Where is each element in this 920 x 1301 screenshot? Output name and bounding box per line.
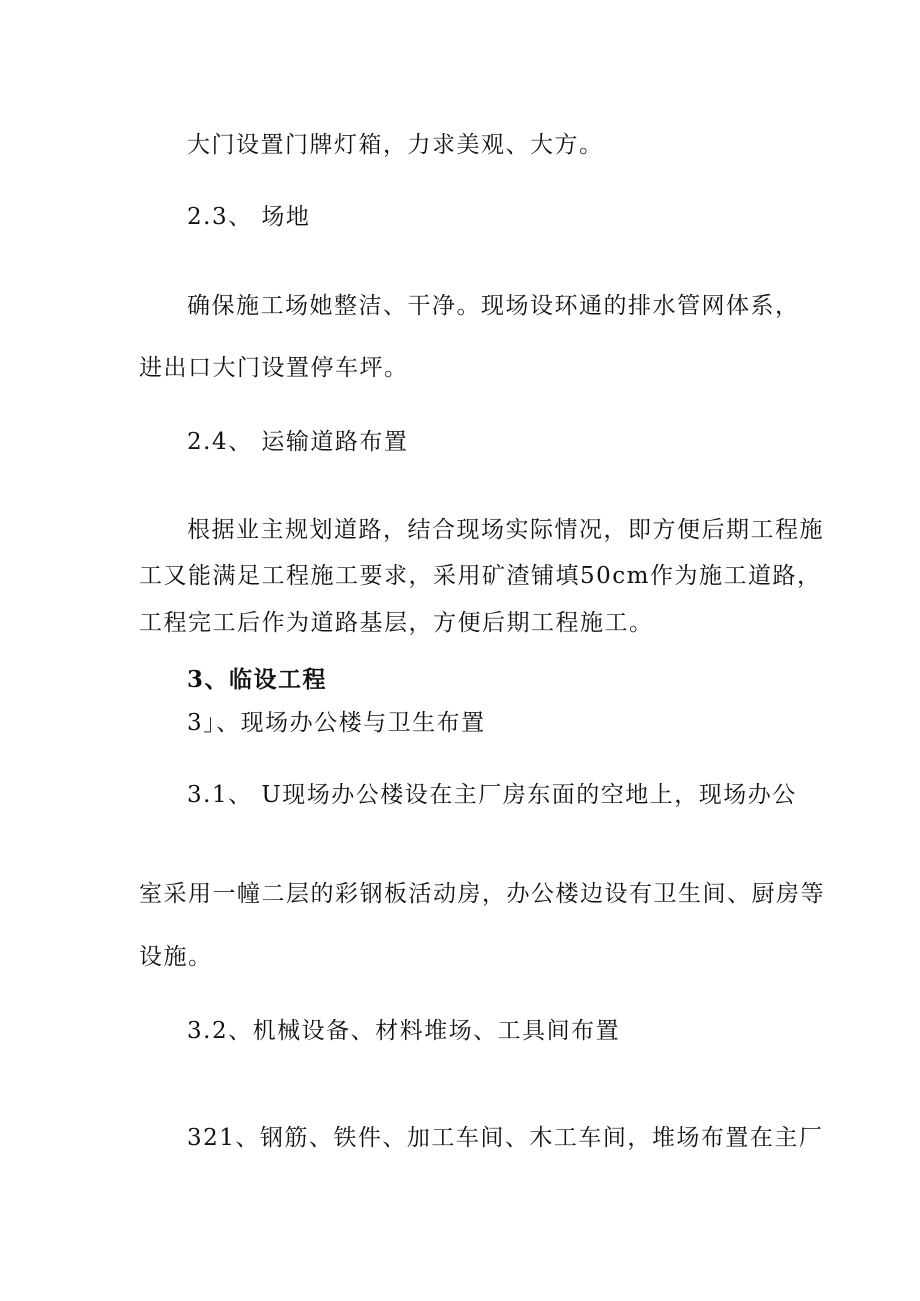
section-heading-2-3: 2.3、 场地 [187,204,311,230]
paragraph-yard-line-1: 321、钢筋、铁件、加工车间、木工车间，堆场布置在主厂 [187,1125,824,1151]
paragraph-office-line-3: 设施。 [139,944,213,970]
paragraph-site-line-2: 进出口大门设置停车坪。 [139,355,409,381]
paragraph-gate-signage: 大门设置门牌灯箱，力求美观、大方。 [187,132,604,158]
section-heading-3: 3、临设工程 [187,666,328,693]
paragraph-office-line-2: 室采用一幢二层的彩钢板活动房，办公楼边设有卫生间、厨房等 [139,881,825,907]
paragraph-road-line-1: 根据业主规划道路，结合现场实际情况，即方便后期工程施 [187,517,824,543]
paragraph-office-line-1: 3.1、 U现场办公楼设在主厂房东面的空地上，现场办公 [187,782,797,808]
subsection-heading-3-1: 3」、现场办公楼与卫生布置 [187,710,486,736]
section-heading-2-4: 2.4、 运输道路布置 [187,429,409,455]
paragraph-road-line-2: 工又能满足工程施工要求，采用矿渣铺填50cm作为施工道路， [139,563,822,589]
paragraph-site-line-1: 确保施工场她整洁、干净。现场设环通的排水管网体系， [187,293,800,319]
section-heading-3-2: 3.2、机械设备、材料堆场、工具间布置 [187,1018,621,1044]
paragraph-road-line-3: 工程完工后作为道路基层，方便后期工程施工。 [139,610,654,636]
